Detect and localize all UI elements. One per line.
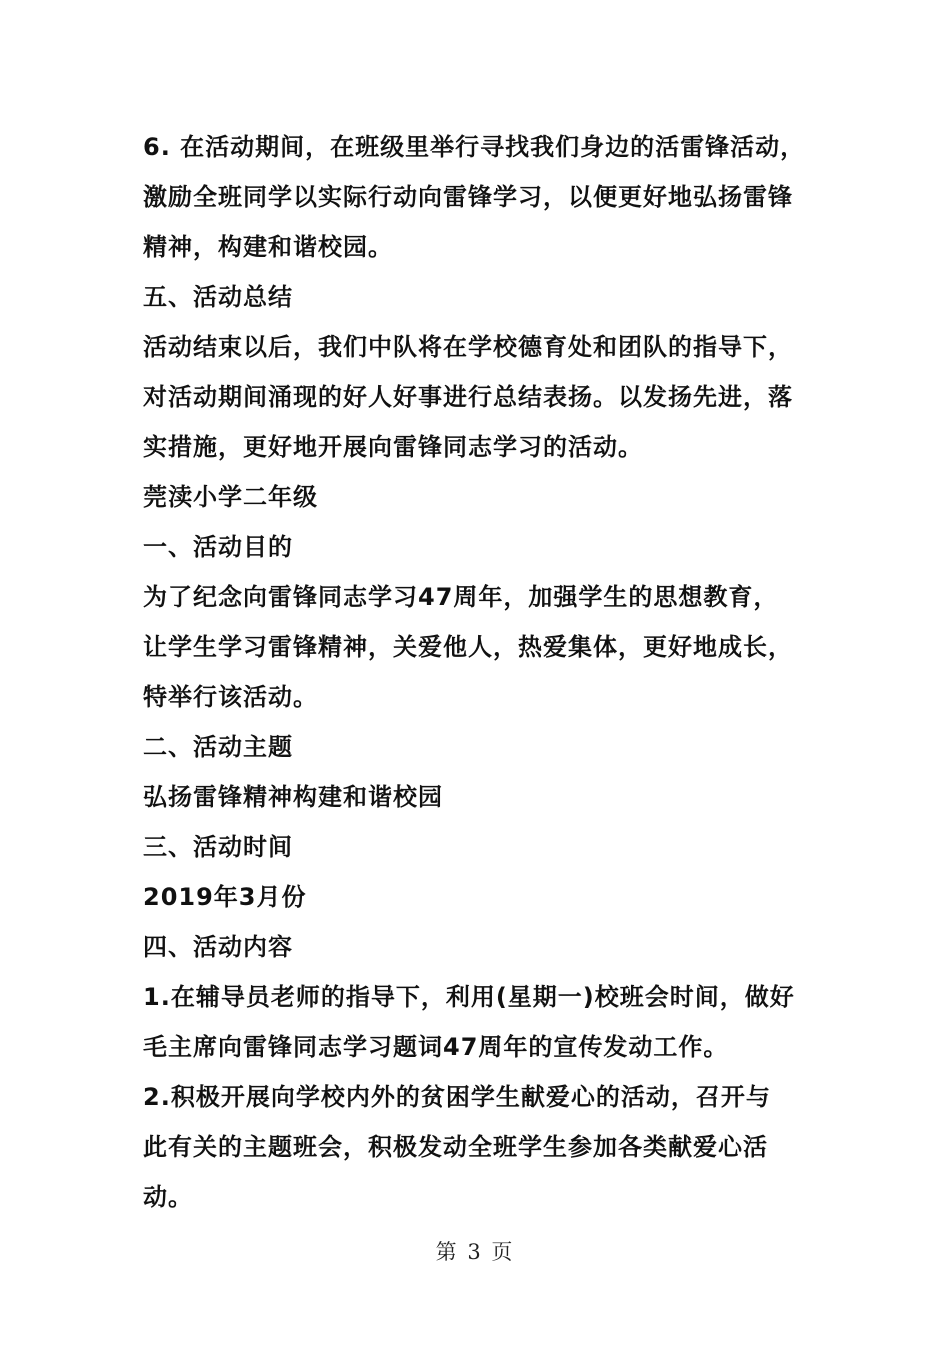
text-line: 对活动期间涌现的好人好事进行总结表扬。以发扬先进，落 xyxy=(143,383,793,411)
text-line: 1.在辅导员老师的指导下，利用(星期一)校班会时间，做好 xyxy=(143,983,795,1011)
text-line: 为了纪念向雷锋同志学习47周年，加强学生的思想教育， xyxy=(143,583,779,611)
text-line: 动。 xyxy=(143,1183,193,1211)
text-line: 此有关的主题班会，积极发动全班学生参加各类献爱心活 xyxy=(143,1133,768,1161)
section-heading: 二、活动主题 xyxy=(143,733,293,761)
text-line: 2019年3月份 xyxy=(143,883,307,911)
text-line: 激励全班同学以实际行动向雷锋学习，以便更好地弘扬雷锋 xyxy=(143,183,793,211)
section-heading: 一、活动目的 xyxy=(143,533,293,561)
document-subtitle: 莞渎小学二年级 xyxy=(143,483,318,511)
text-line: 实措施，更好地开展向雷锋同志学习的活动。 xyxy=(143,433,643,461)
text-line: 特举行该活动。 xyxy=(143,683,318,711)
page-number: 第 3 页 xyxy=(435,1240,515,1264)
text-line: 毛主席向雷锋同志学习题词47周年的宣传发动工作。 xyxy=(143,1033,729,1061)
document-body xyxy=(143,122,823,1222)
section-heading: 三、活动时间 xyxy=(143,833,293,861)
text-line: 6. 在活动期间，在班级里举行寻找我们身边的活雷锋活动， xyxy=(143,133,806,161)
section-heading: 五、活动总结 xyxy=(143,283,293,311)
text-line: 活动结束以后，我们中队将在学校德育处和团队的指导下， xyxy=(143,333,793,361)
section-heading: 四、活动内容 xyxy=(143,933,293,961)
text-line: 2.积极开展向学校内外的贫困学生献爱心的活动，召开与 xyxy=(143,1083,771,1111)
text-line: 弘扬雷锋精神构建和谐校园 xyxy=(143,783,443,811)
text-line: 让学生学习雷锋精神，关爱他人，热爱集体，更好地成长， xyxy=(143,633,793,661)
text-line: 精神，构建和谐校园。 xyxy=(143,233,393,261)
